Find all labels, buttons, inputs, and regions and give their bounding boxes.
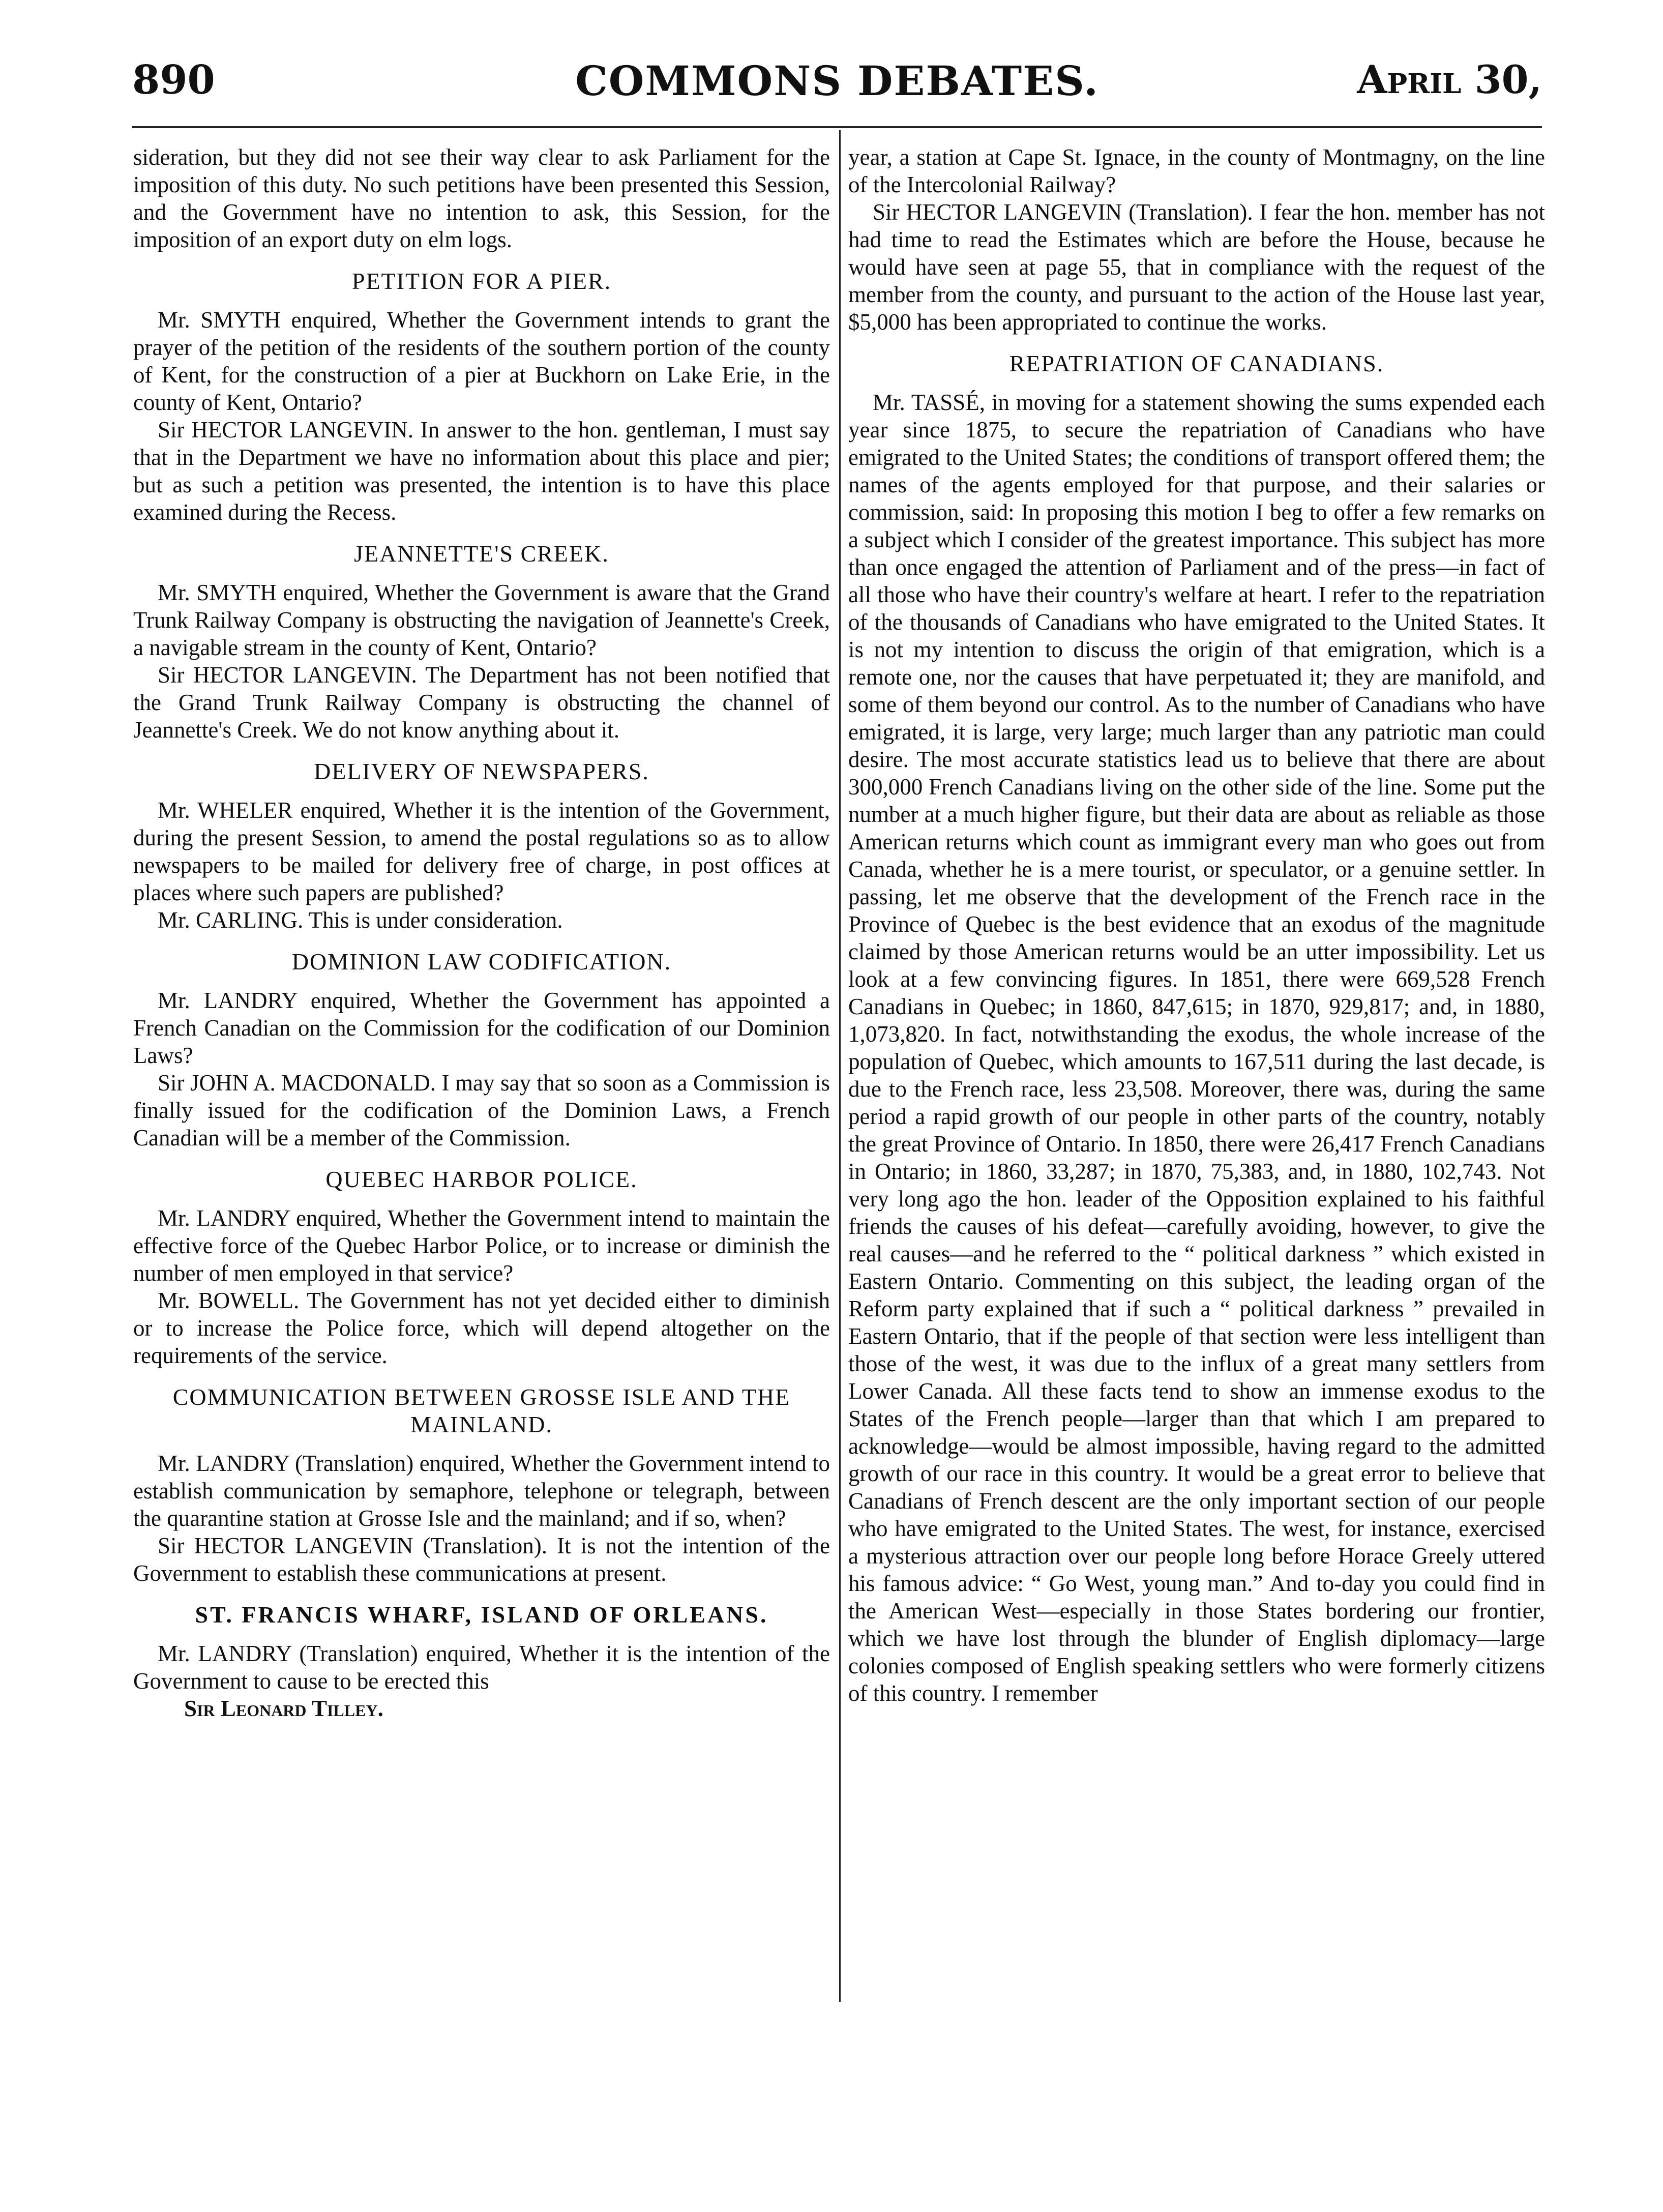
signature-line: Sir Leonard Tilley. xyxy=(184,1696,383,1721)
page-number: 890 xyxy=(132,57,215,103)
paragraph: Mr. LANDRY enquired, Whether the Government intend to maintain the effective force of the Quebec Harbor Police, or to increase or diminish the number of men employed in that service? xyxy=(133,1205,830,1286)
paragraph: Sir HECTOR LANGEVIN (Translation). I fear the hon. member has not had time to read the Estimates which are before the House, because he would have seen at page 55, that in compliance with the request of the member from the county, and pursuant to the action of the House last year, $5,000 has been appropriated to continue the works. xyxy=(848,199,1545,335)
right-column xyxy=(848,143,1545,1707)
section-heading: PETITION FOR A PIER. xyxy=(351,268,612,294)
paragraph: Mr. LANDRY (Translation) enquired, Whether it is the intention of the Government to cause to be erected this xyxy=(133,1641,830,1694)
paragraph: Mr. BOWELL. The Government has not yet decided either to diminish or to increase the Police force, which will depend altogether on the requirements of the service. xyxy=(133,1288,830,1368)
header-rule xyxy=(132,126,1542,128)
section-heading: DELIVERY OF NEWSPAPERS. xyxy=(314,758,649,784)
section-heading: ST. FRANCIS WHARF, ISLAND OF ORLEANS. xyxy=(195,1602,768,1628)
paragraph: sideration, but they did not see their way clear to ask Parliament for the imposition of this duty. No such petitions have been presented this Session, and the Government have no intention to ask, this Session, for the imposition of an export duty on elm logs. xyxy=(133,144,830,252)
paragraph: Mr. SMYTH enquired, Whether the Government intends to grant the prayer of the petition of the residents of the southern portion of the county of Kent, for the construction of a pier at Buckhorn on Lake Erie, in the county of Kent, Ontario? xyxy=(133,307,830,415)
paragraph: Mr. TASSÉ, in moving for a statement showing the sums expended each year since 1875, to secure the repatriation of Canadians who have emigrated to the United States; the conditions of transport offered them; the names of the agents employed for that purpose, and their salaries or commission, said: In proposing this motion I beg to offer a few remarks on a subject which I consider of the greatest importance. This subject has more than once engaged the attention of Parliament and of the press—in fact of all those who have their country's welfare at heart. I refer to the repatriation of the thousands of Canadians who have emigrated to the United States. It is not my intention to discuss the origin of that emigration, which is a remote one, nor the causes that have perpetuated it; they are manifold, and some of them beyond our control. As to the number of Canadians who have emigrated, it is large, very large; much larger than any patriotic man could desire. The most accurate statistics lead us to believe that there are about 300,000 French Canadians living on the other side of the line. Some put the number at a much higher figure, but their data are about as reliable as those American returns which count as immigrant every man who goes out from Canada, whether he is a mere tourist, or speculator, or a genuine settler. In passing, let me observe that the development of the French race in the Province of Quebec is the best evidence that an exodus of the magnitude claimed by those American returns would be an utter impossibility. Let us look at a few convincing figures. In 1851, there were 669,528 French Canadians in Quebec; in 1860, 847,615; in 1870, 929,817; and, in 1880, 1,073,820. In fact, notwithstanding the exodus, the whole increase of the population of Quebec, which amounts to 167,511 during the last decade, is due to the French race, less 23,508. Moreover, there was, during the same period a rapid growth of our people in other parts of the country, notably the great Province of Ontario. In 1850, there were 26,417 French Canadians in Ontario; in 1860, 33,287; in 1870, 75,383, and, in 1880, 102,743. Not very long ago the hon. leader of the Opposition explained to his faithful friends the causes of his defeat—carefully avoiding, however, to give the real causes—and he referred to the “ political darkness ” which existed in Eastern Ontario. Commenting on this subject, the leading organ of the Reform party explained that if such a “ political darkness ” prevailed in Eastern Ontario, that if the people of that section were less intelligent than those of the west, it was due to the influx of a great many settlers from Lower Canada. All these facts tend to show an immense exodus to the States of the French people—larger than that which I am prepared to acknowledge—would be almost impossible, having regard to the admitted growth of our race in this country. It would be a great error to believe that Canadians of French descent are the only important section of our people who have emigrated to the United States. The west, for instance, exercised a mysterious attraction over our people long before Horace Greely uttered his famous advice: “ Go West, young man.” And to-day you could find in the American West—especially in those States bordering our frontier, which we have lost through the blunder of English diplomacy—large colonies composed of English speaking settlers who were formerly citizens of this country. I remember xyxy=(848,390,1545,1706)
section-heading: QUEBEC HARBOR POLICE. xyxy=(325,1166,638,1192)
paragraph: Sir HECTOR LANGEVIN. In answer to the hon. gentleman, I must say that in the Department we have no information about this place and pier; but as such a petition was presented, the intention is to have this place examined during the Recess. xyxy=(133,417,830,525)
page-header xyxy=(132,57,1542,113)
section-heading: REPATRIATION OF CANADIANS. xyxy=(1009,350,1384,376)
paragraph: Mr. CARLING. This is under consideration. xyxy=(158,907,563,933)
paragraph: year, a station at Cape St. Ignace, in the county of Montmagny, on the line of the Intercolonial Railway? xyxy=(848,144,1545,197)
paragraph: Sir HECTOR LANGEVIN. The Department has not been notified that the Grand Trunk Railway Company is obstructing the channel of Jeannette's Creek. We do not know anything about it. xyxy=(133,662,830,743)
left-column xyxy=(133,143,830,1722)
paragraph: Sir JOHN A. MACDONALD. I may say that so soon as a Commission is finally issued for the codification of the Dominion Laws, a French Canadian will be a member of the Commission. xyxy=(133,1070,830,1151)
section-heading: COMMUNICATION BETWEEN GROSSE ISLE AND THE MAINLAND. xyxy=(172,1384,791,1437)
publication-title: COMMONS DEBATES. xyxy=(575,57,1099,105)
paragraph: Mr. WHELER enquired, Whether it is the intention of the Government, during the present Session, to amend the postal regulations so as to allow newspapers to be mailed for delivery free of charge, in post offices at places where such papers are published? xyxy=(133,798,830,905)
paragraph: Mr. LANDRY (Translation) enquired, Whether the Government intend to establish communication by semaphore, telephone or telegraph, between the quarantine station at Grosse Isle and the mainland; and if so, when? xyxy=(133,1451,830,1531)
section-heading: DOMINION LAW CODIFICATION. xyxy=(291,949,672,975)
column-divider xyxy=(839,130,841,2002)
paragraph: Mr. LANDRY enquired, Whether the Government has appointed a French Canadian on the Commission for the codification of our Dominion Laws? xyxy=(133,988,830,1068)
section-heading: JEANNETTE'S CREEK. xyxy=(354,541,609,567)
paragraph: Sir HECTOR LANGEVIN (Translation). It is not the intention of the Government to establish these communications at present. xyxy=(133,1533,830,1586)
page-date: April 30, xyxy=(1357,57,1542,102)
paragraph: Mr. SMYTH enquired, Whether the Government is aware that the Grand Trunk Railway Company is obstructing the navigation of Jeannette's Creek, a navigable stream in the county of Kent, Ontario? xyxy=(133,580,830,660)
